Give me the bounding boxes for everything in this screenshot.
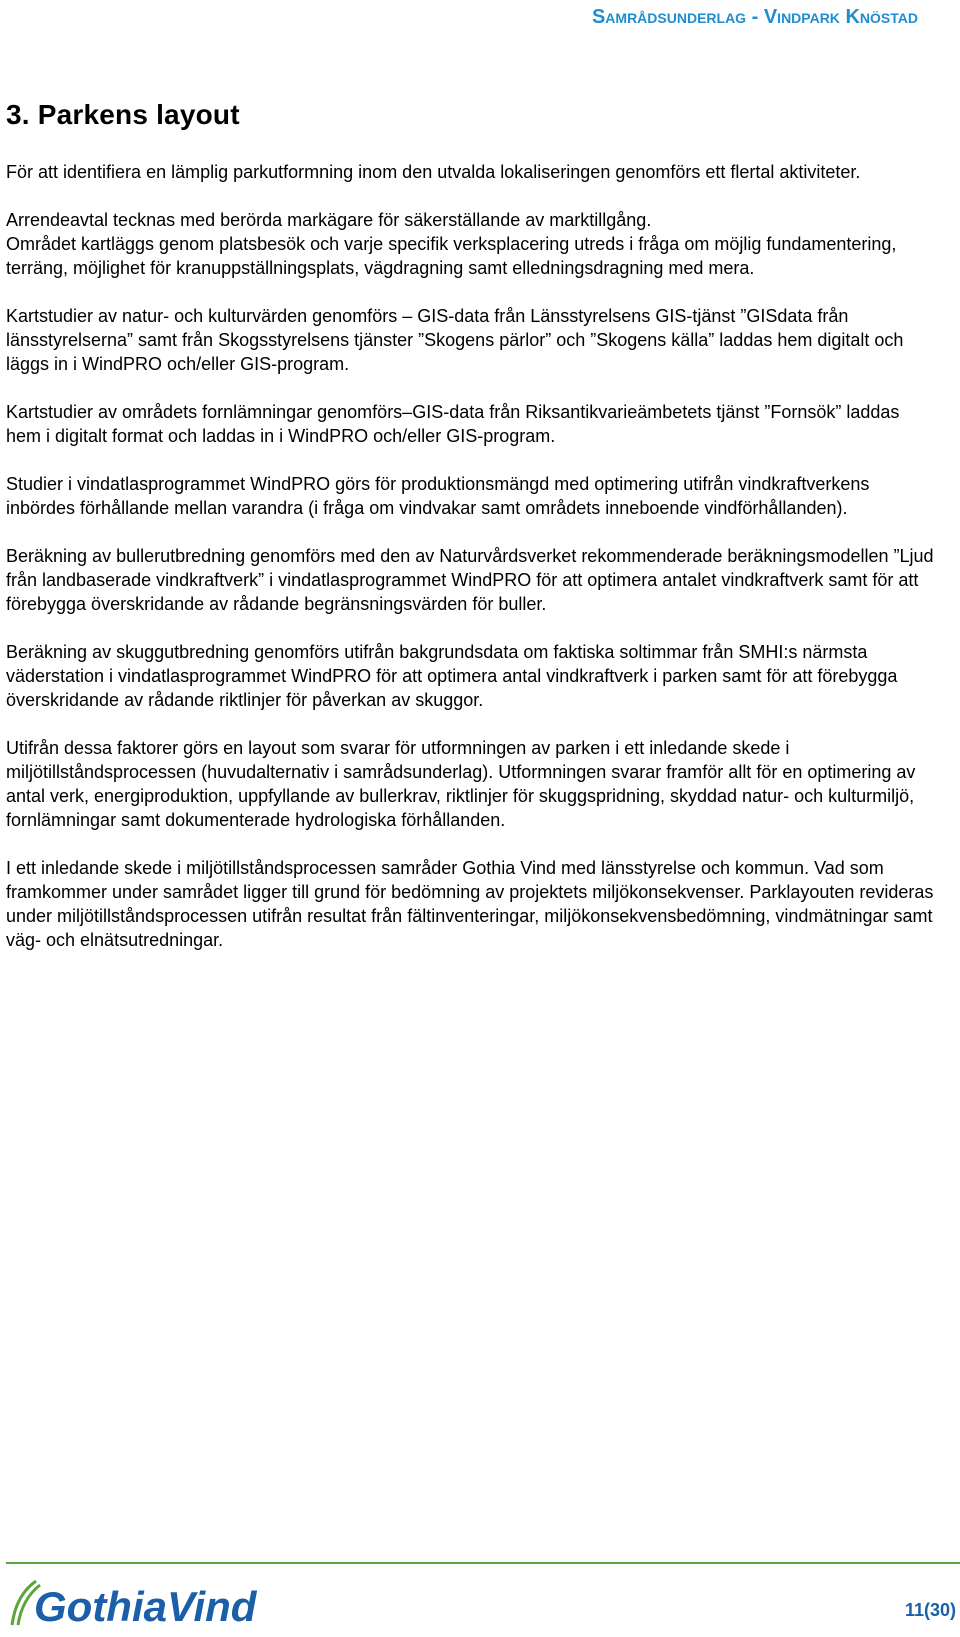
paragraph-lease: Arrendeavtal tecknas med berörda markägare för säkerställande av marktillgång. — [6, 210, 652, 230]
paragraph-intro: För att identifiera en lämplig parkutformning inom den utvalda lokaliseringen genomförs ett flertal aktiviteter. — [6, 162, 861, 182]
paragraph-shadow: Beräkning av skuggutbredning genomförs utifrån bakgrundsdata om faktiska soltimmar från SMHI:s närmsta väderstation i vindatlasprogrammet WindPRO för att optimera antal vindkraftverk i parken samt för att förebygga överskridande av rådande riktlinjer för påverkan av skuggor. — [6, 642, 898, 710]
section-heading: 3. Parkens layout — [6, 99, 240, 130]
document-body — [6, 160, 936, 976]
gothiavind-logo — [6, 1575, 264, 1631]
logo-wordmark: GothiaVind — [34, 1583, 257, 1630]
paragraph-layout: Utifrån dessa faktorer görs en layout som svarar för utformningen av parken i ett inledande skede i miljötillståndsprocessen (huvudalternativ i samrådsunderlag). Utformningen svarar framför allt för en optimering av antal verk, energiproduktion, uppfyllande av bullerkrav, riktlinjer för skuggspridning, skyddad natur- och kulturmiljö, fornlämningar samt dokumenterade hydrologiska förhållanden. — [6, 738, 916, 830]
paragraph-consultation: I ett inledande skede i miljötillståndsprocessen samråder Gothia Vind med länsstyrelse och kommun. Vad som framkommer under samrådet ligger till grund för bedömning av projektets miljökonsekvenser. Parklayouten revideras under miljötillståndsprocessen utifrån resultat från fältinventeringar, miljökonsekvensbedömning, vindmätningar samt väg- och elnätsutredningar. — [6, 858, 934, 950]
page-number: 11(30) — [904, 1600, 956, 1620]
document-header-title: Samrådsunderlag - Vindpark Knöstad — [591, 6, 918, 28]
paragraph-nature-culture: Kartstudier av natur- och kulturvärden genomförs – GIS-data från Länsstyrelsens GIS-tjänst ”GISdata från länsstyrelserna” samt från Skogsstyrelsens tjänster ”Skogens pärlor” och ”Skogens källa” laddas hem digitalt och läggs in i WindPRO och/eller GIS-program. — [6, 306, 904, 374]
paragraph-wind-study: Studier i vindatlasprogrammet WindPRO görs för produktionsmängd med optimering utifrån vindkraftverkens inbördes förhållande mellan varandra (i fråga om vindvakar samt områdets inneboende vindförhållanden). — [6, 474, 870, 518]
paragraph-site-survey: Området kartläggs genom platsbesök och varje specifik verksplacering utreds i fråga om möjlig fundamentering, terräng, möjlighet för kranuppställningsplats, vägdragning samt elledningsdragning med mera. — [6, 234, 897, 278]
paragraph-ancient-remains: Kartstudier av områdets fornlämningar genomförs–GIS-data från Riksantikvarieämbetets tjänst ”Fornsök” laddas hem i digitalt format och laddas in i WindPRO och/eller GIS-program. — [6, 402, 900, 446]
footer-divider — [6, 1562, 960, 1564]
paragraph-noise: Beräkning av bullerutbredning genomförs med den av Naturvårdsverket rekommenderade beräkningsmodellen ”Ljud från landbaserade vindkraftverk” i vindatlasprogrammet WindPRO för att optimera antalet vindkraftverk samt för att förebygga överskridande av rådande begränsningsvärden för buller. — [6, 546, 934, 614]
